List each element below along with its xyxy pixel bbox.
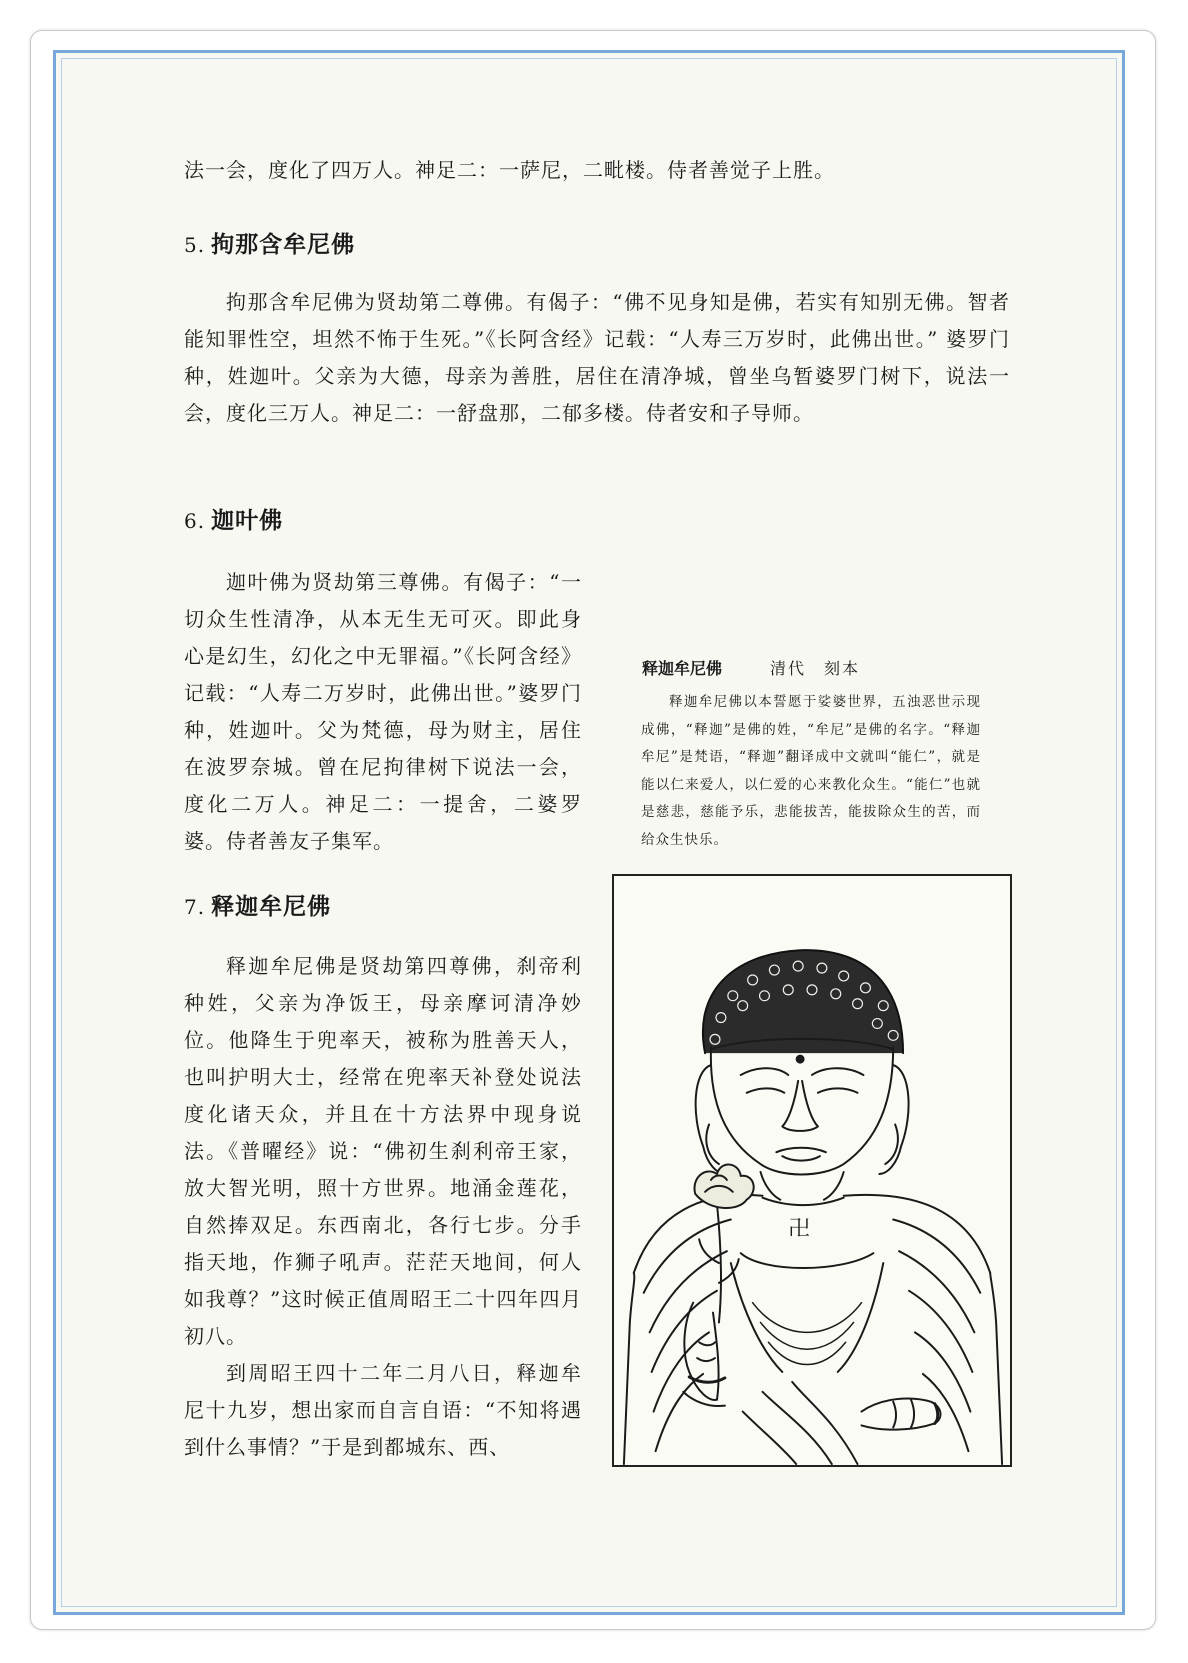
section-5-heading bbox=[184, 226, 355, 259]
section-5-body bbox=[184, 284, 1010, 432]
figure-caption-body: 释迦牟尼佛以本誓愿于娑婆世界，五浊恶世示现成佛，“释迦”是佛的姓，“牟尼”是佛的名字。“释迦牟尼”是梵语，“释迦”翻译成中文就叫“能仁”，就是能以仁来爱人，以仁爱的心来教化众生。“能仁”也就是慈悲，慈能予乐，悲能拔苦，能拔除众生的苦，而给众生快乐。 bbox=[641, 694, 981, 848]
section-6-title: 迦叶佛 bbox=[211, 507, 284, 534]
section-5-number: 5. bbox=[184, 233, 206, 257]
chest-symbol: 卍 bbox=[788, 1216, 811, 1242]
section-7-heading bbox=[184, 888, 331, 921]
section-7-number: 7. bbox=[184, 895, 206, 919]
section-5-title: 拘那含牟尼佛 bbox=[211, 231, 356, 258]
figure-caption-meta: 清代 刻本 bbox=[770, 659, 861, 678]
figure-caption-name: 释迦牟尼佛 bbox=[642, 659, 723, 678]
section-6-heading bbox=[184, 502, 283, 535]
section-7-body bbox=[184, 948, 582, 1466]
section-6-paragraph: 迦叶佛为贤劫第三尊佛。有偈子：“一切众生性清净，从本无生无可灭。即此身心是幻生，幻化之中无罪福。”《长阿含经》记载：“人寿二万岁时，此佛出世。”婆罗门种，姓迦叶。父为梵德，母为财主，居住在波罗奈城。曾在尼拘律树下说法一会，度化二万人。神足二：一提舍，二婆罗婆。侍者善友子集军。 bbox=[184, 570, 582, 853]
section-5-paragraph: 拘那含牟尼佛为贤劫第二尊佛。有偈子：“佛不见身知是佛，若实有知别无佛。智者能知罪性空，坦然不怖于生死。”《长阿含经》记载：“人寿三万岁时，此佛出世。” 婆罗门种，姓迦叶。父亲为大德，母亲为善胜，居住在清净城，曾坐乌暂婆罗门树下，说法一会，度化三万人。神足二：一舒盘那，二郁多楼。侍者安和子导师。 bbox=[184, 290, 1010, 425]
buddha-drawing bbox=[614, 876, 1010, 1465]
figure-caption-title bbox=[642, 656, 860, 679]
top-fragment: 法一会，度化了四万人。神足二：一萨尼，二毗楼。侍者善觉子上胜。 bbox=[184, 158, 835, 182]
section-7-paragraph-1: 释迦牟尼佛是贤劫第四尊佛，刹帝利种姓，父亲为净饭王，母亲摩诃清净妙位。他降生于兜率天，被称为胜善天人，也叫护明大士，经常在兜率天补登处说法度化诸天众，并且在十方法界中现身说法。《普曜经》说：“佛初生刹利帝王家，放大智光明，照十方世界。地涌金莲花，自然捧双足。东西南北，各行七步。分手指天地，作狮子吼声。茫茫天地间，何人如我尊？”这时候正值周昭王二十四年四月初八。 bbox=[184, 954, 582, 1348]
section-7-paragraph-2: 到周昭王四十二年二月八日，释迦牟尼十九岁，想出家而自言自语：“不知将遇到什么事情？”于是到都城东、西、 bbox=[184, 1361, 582, 1459]
section-6-body bbox=[184, 564, 582, 860]
buddha-illustration bbox=[612, 874, 1012, 1467]
section-6-number: 6. bbox=[184, 509, 206, 533]
section-7-title: 释迦牟尼佛 bbox=[211, 893, 332, 920]
